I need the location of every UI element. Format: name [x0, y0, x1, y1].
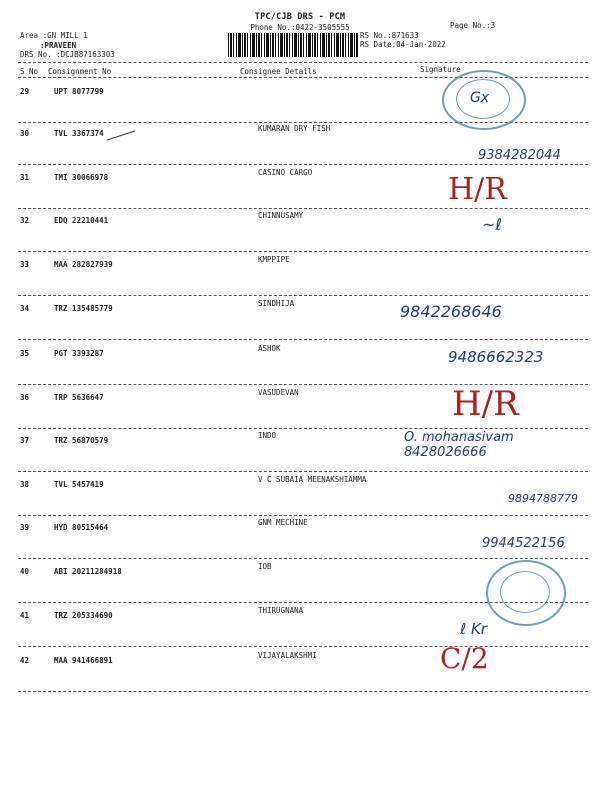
row-consignment-number: UPT 8077799 [54, 87, 104, 96]
row-divider [18, 208, 588, 209]
row-consignment-number: HYD 80515464 [54, 523, 109, 532]
row-serial-number: 29 [20, 87, 30, 96]
row-consignee-name: V C SUBAIA MEENAKSHIAMMA [258, 475, 367, 484]
row-divider [18, 691, 588, 692]
row-serial-number: 38 [20, 480, 30, 489]
handwritten-signature: 9894788779 [508, 492, 578, 505]
row-serial-number: 33 [20, 260, 30, 269]
row-consignment-number: TVL 3367374 [54, 129, 104, 138]
row-consignee-name: THIRUGNANA [258, 606, 304, 615]
handwritten-signature: ℓ Kr [460, 620, 487, 638]
row-divider [18, 251, 588, 252]
col-sno: S No [20, 67, 39, 76]
row-consignee-name: CASINO CARGO [258, 168, 313, 177]
row-consignee-name: SINDHIJA [258, 299, 295, 308]
row-consignee-name: VIJAYALAKSHMI [258, 651, 317, 660]
row-consignee-name: VASUDEVAN [258, 388, 299, 397]
row-consignment-number: TVL 5457419 [54, 480, 104, 489]
row-consignment-number: TRZ 56870579 [54, 436, 109, 445]
col-consignment: Consignment No [48, 67, 112, 76]
row-serial-number: 37 [20, 436, 30, 445]
drs-number: DRS No. :DCJB87163303 [20, 50, 115, 59]
col-consignee: Consignee Details [240, 67, 317, 76]
row-divider [18, 295, 588, 296]
row-consignee-name: ASHOK [258, 344, 281, 353]
document-title: TPC/CJB DRS - PCM [254, 12, 346, 22]
handwritten-signature: O. mohanasivam 8428026666 [404, 430, 514, 460]
row-divider [18, 558, 588, 559]
row-consignee-name: INDO [258, 431, 277, 440]
row-divider [18, 428, 588, 429]
row-consignment-number: EDQ 22210441 [54, 216, 109, 225]
row-consignment-number: TMI 30066978 [54, 173, 109, 182]
rs-date: RS Date:04-Jan-2022 [360, 40, 446, 49]
row-divider [18, 471, 588, 472]
row-consignment-number: MAA 941466891 [54, 656, 113, 665]
row-consignment-number: TRZ 205334690 [54, 611, 113, 620]
row-serial-number: 40 [20, 567, 30, 576]
row-serial-number: 42 [20, 656, 30, 665]
col-signature: Signature [420, 65, 461, 74]
row-serial-number: 34 [20, 304, 30, 313]
row-consignment-number: TRP 5636647 [54, 393, 104, 402]
handwritten-signature: H/R [452, 384, 519, 424]
row-consignee-name: GNM MECHINE [258, 518, 308, 527]
handwritten-signature: 9944522156 [482, 536, 565, 551]
row-consignee-name: KMPPIPE [258, 255, 290, 264]
phone-number: Phone No.:0422-3505555 [250, 23, 350, 32]
header-divider [18, 62, 588, 63]
row-serial-number: 35 [20, 349, 30, 358]
row-divider [18, 646, 588, 647]
pen-stroke [107, 130, 136, 140]
row-divider [18, 339, 588, 340]
row-serial-number: 30 [20, 129, 30, 138]
handwritten-signature: H/R [448, 172, 507, 207]
row-consignee-name: KUMARAN DRY FISH [258, 124, 331, 133]
row-serial-number: 36 [20, 393, 30, 402]
page-number: Page No.:3 [450, 21, 496, 30]
rs-number: RS No.:871633 [360, 31, 419, 40]
row-serial-number: 32 [20, 216, 30, 225]
row-divider [18, 515, 588, 516]
row-consignee-name: CHINNUSAMY [258, 211, 304, 220]
rubber-stamp-inner [500, 571, 550, 613]
barcode-image [228, 33, 358, 57]
handwritten-signature: 9842268646 [400, 302, 502, 321]
handwritten-signature: C/2 [440, 642, 489, 675]
handwritten-signature: 9384282044 [478, 148, 561, 163]
row-serial-number: 31 [20, 173, 30, 182]
row-serial-number: 39 [20, 523, 30, 532]
handwritten-signature: 9486662323 [448, 348, 544, 366]
row-divider [18, 164, 588, 165]
staff-name: :PRAVEEN [40, 41, 77, 50]
row-consignee-name: IOB [258, 562, 272, 571]
row-consignment-number: ABI 20211284918 [54, 567, 122, 576]
area-label: Area :GN MILL 1 [20, 31, 88, 40]
row-consignment-number: TRZ 135485779 [54, 304, 113, 313]
row-serial-number: 41 [20, 611, 30, 620]
row-consignment-number: PGT 3393287 [54, 349, 104, 358]
row-consignment-number: MAA 282827939 [54, 260, 113, 269]
handwritten-signature: Gx [470, 90, 490, 106]
handwritten-signature: ~ℓ [482, 215, 503, 234]
